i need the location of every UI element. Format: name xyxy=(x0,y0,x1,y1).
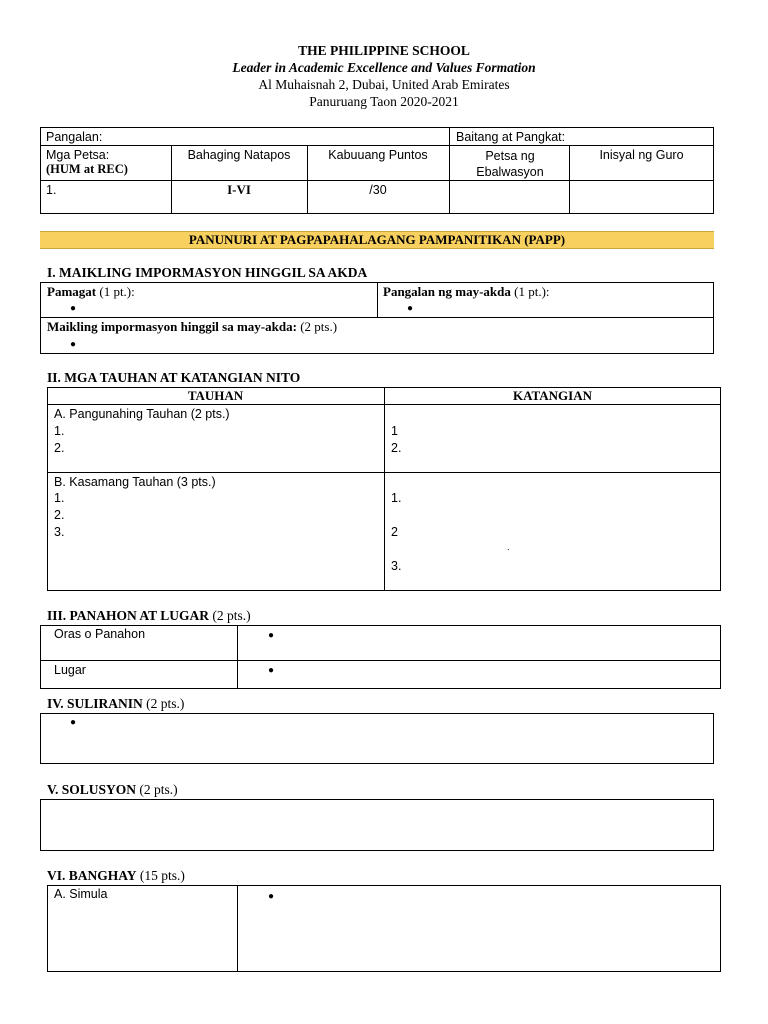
author-info-pts: (2 pts.) xyxy=(296,319,338,334)
support-trait-1: 1. xyxy=(391,491,402,505)
bullet-icon: ● xyxy=(70,717,77,728)
section-5-title xyxy=(47,782,178,798)
section-6-pts: (15 pts.) xyxy=(136,868,185,883)
row-part: I-VI xyxy=(227,182,251,197)
dates-sub-label: (HUM at REC) xyxy=(46,162,128,176)
name-label: Pangalan: xyxy=(46,130,103,144)
pamagat-field xyxy=(47,284,135,300)
school-address: Al Muhaisnah 2, Dubai, United Arab Emirates xyxy=(258,77,510,92)
section-3-heading: III. PANAHON AT LUGAR xyxy=(47,608,210,623)
bullet-icon: ● xyxy=(407,303,414,314)
section-5-pts: (2 pts.) xyxy=(136,782,178,797)
section-6-heading: VI. BANGHAY xyxy=(47,868,137,883)
place-label: Lugar xyxy=(54,663,86,677)
bullet-icon: ● xyxy=(268,630,275,641)
author-pts: (1 pt.): xyxy=(510,284,550,299)
author-info-label: Maikling impormasyon hinggil sa may-akda: xyxy=(47,319,297,334)
main-character-label: A. Pangunahing Tauhan (2 pts.) xyxy=(54,407,230,421)
total-label: Kabuuang Puntos xyxy=(328,148,428,162)
main-character-1: 1. xyxy=(54,424,65,438)
school-name: THE PHILIPPINE SCHOOL xyxy=(298,43,470,58)
school-year: Panuruang Taon 2020-2021 xyxy=(309,94,459,109)
plot-table xyxy=(47,885,721,972)
support-trait-2: 2 xyxy=(391,525,398,539)
section-3-pts: (2 pts.) xyxy=(209,608,251,623)
pamagat-label: Pamagat xyxy=(47,284,97,299)
bullet-icon: ● xyxy=(70,303,77,314)
section-3-title xyxy=(47,608,251,624)
main-trait-1: 1 xyxy=(391,424,398,438)
section-4-title xyxy=(47,696,184,712)
beginning-label: A. Simula xyxy=(54,887,108,901)
dates-label: Mga Petsa: xyxy=(46,148,110,162)
author-info-field xyxy=(47,319,337,335)
bullet-icon: ● xyxy=(268,665,275,676)
section-2-title: II. MGA TAUHAN AT KATANGIAN NITO xyxy=(47,370,301,385)
section-1-title: I. MAIKLING IMPORMASYON HINGGIL SA AKDA xyxy=(47,265,368,280)
solution-box xyxy=(40,799,714,851)
section-4-pts: (2 pts.) xyxy=(142,696,185,711)
support-character-label: B. Kasamang Tauhan (3 pts.) xyxy=(54,475,216,489)
section-5-heading: V. SOLUSYON xyxy=(47,782,137,797)
author-field xyxy=(383,284,550,300)
grade-label: Baitang at Pangkat: xyxy=(456,130,566,144)
eval-date-label: Petsa ng Ebalwasyon xyxy=(476,149,544,179)
section-6-title xyxy=(47,868,185,884)
problem-box xyxy=(40,713,714,764)
pamagat-pts: (1 pt.): xyxy=(96,284,135,299)
section-4-heading: IV. SULIRANIN xyxy=(47,696,143,711)
main-character-2: 2. xyxy=(54,441,65,455)
row-total: /30 xyxy=(369,183,387,197)
author-label: Pangalan ng may-akda xyxy=(383,284,511,299)
main-trait-2: 2. xyxy=(391,441,402,455)
time-label: Oras o Panahon xyxy=(54,627,146,641)
col-tauhan: TAUHAN xyxy=(187,388,244,403)
support-character-3: 3. xyxy=(54,525,65,539)
bullet-icon: ● xyxy=(268,891,275,902)
support-trait-3: 3. xyxy=(391,559,402,573)
bullet-icon: ● xyxy=(70,339,77,350)
part-label: Bahaging Natapos xyxy=(187,148,291,162)
school-motto: Leader in Academic Excellence and Values Formation xyxy=(232,60,536,75)
col-katangian: KATANGIAN xyxy=(513,388,592,403)
papp-banner: PANUNURI AT PAGPAPAHALAGANG PAMPANITIKAN (PAPP) xyxy=(40,231,714,249)
support-character-1: 1. xyxy=(54,491,65,505)
initial-label: Inisyal ng Guro xyxy=(599,148,684,162)
row-number: 1. xyxy=(46,183,57,197)
support-character-2: 2. xyxy=(54,508,65,522)
stray-dot: . xyxy=(507,542,510,552)
